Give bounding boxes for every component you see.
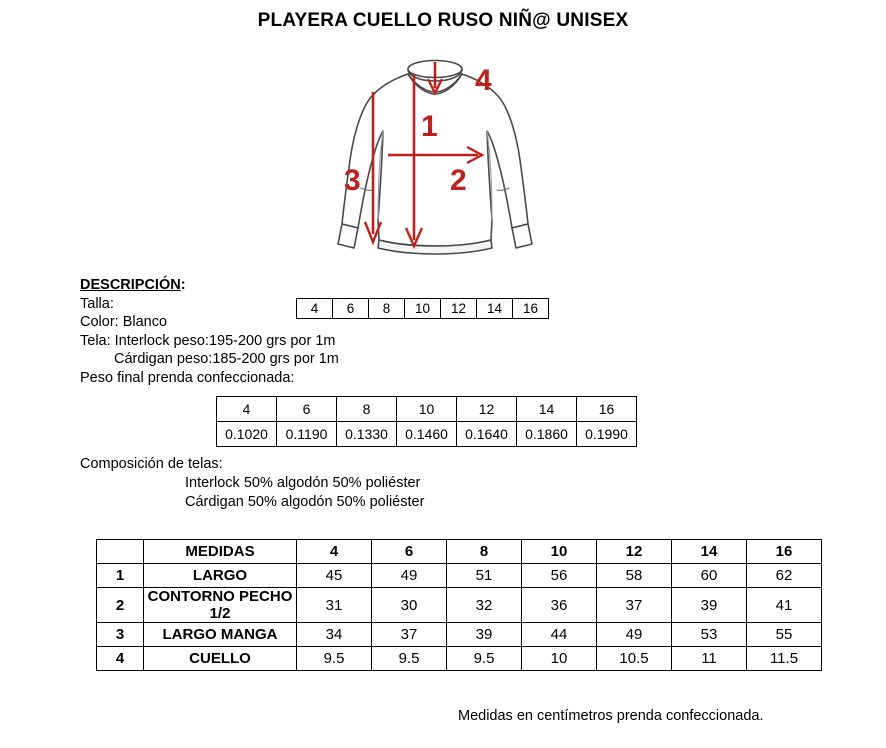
measure-value-cell: 41 xyxy=(747,588,822,623)
measure-value-cell: 10 xyxy=(522,647,597,671)
table-row xyxy=(217,397,637,422)
weights-size-cell: 10 xyxy=(397,397,457,422)
measure-value-cell: 44 xyxy=(522,623,597,647)
row-label-cell: CUELLO xyxy=(144,647,297,671)
table-row xyxy=(97,623,822,647)
weight-value-cell: 0.1190 xyxy=(277,422,337,447)
header-size-cell: 8 xyxy=(447,540,522,564)
size-cell: 14 xyxy=(477,299,513,319)
table-row xyxy=(97,647,822,671)
measure-value-cell: 34 xyxy=(297,623,372,647)
measure-value-cell: 11.5 xyxy=(747,647,822,671)
description-block xyxy=(80,276,339,387)
header-size-cell: 16 xyxy=(747,540,822,564)
size-cell: 16 xyxy=(513,299,549,319)
row-number-cell: 4 xyxy=(97,647,144,671)
weight-value-cell: 0.1860 xyxy=(517,422,577,447)
weight-value-cell: 0.1640 xyxy=(457,422,517,447)
header-size-cell: 10 xyxy=(522,540,597,564)
header-size-cell: 12 xyxy=(597,540,672,564)
weights-size-cell: 14 xyxy=(517,397,577,422)
weights-size-cell: 16 xyxy=(577,397,637,422)
measure-value-cell: 9.5 xyxy=(447,647,522,671)
weights-table xyxy=(216,396,637,447)
description-line-tela: Tela: Interlock peso:195-200 grs por 1m xyxy=(80,332,336,349)
table-row xyxy=(97,588,822,623)
measure-value-cell: 45 xyxy=(297,564,372,588)
header-corner-cell xyxy=(97,540,144,564)
weight-value-cell: 0.1330 xyxy=(337,422,397,447)
weight-value-cell: 0.1990 xyxy=(577,422,637,447)
weights-size-cell: 12 xyxy=(457,397,517,422)
measure-value-cell: 49 xyxy=(372,564,447,588)
page-title: PLAYERA CUELLO RUSO NIÑ@ UNISEX xyxy=(257,10,629,31)
description-line-color: Color: Blanco xyxy=(80,314,168,330)
measure-value-cell: 30 xyxy=(372,588,447,623)
row-number-cell: 1 xyxy=(97,564,144,588)
measure-value-cell: 58 xyxy=(597,564,672,588)
row-label-cell: LARGO MANGA xyxy=(144,623,297,647)
size-cell: 12 xyxy=(441,299,477,319)
composition-line-cardigan: Cárdigan 50% algodón 50% poliéster xyxy=(185,494,425,510)
table-row xyxy=(97,564,822,588)
row-number-cell: 3 xyxy=(97,623,144,647)
measure-value-cell: 39 xyxy=(447,623,522,647)
header-size-cell: 4 xyxy=(297,540,372,564)
size-cell: 6 xyxy=(333,299,369,319)
header-size-cell: 6 xyxy=(372,540,447,564)
measure-value-cell: 56 xyxy=(522,564,597,588)
weight-value-cell: 0.1020 xyxy=(217,422,277,447)
garment-illustration xyxy=(330,52,540,267)
description-line-talla: Talla: xyxy=(80,295,114,312)
row-label-cell: LARGO xyxy=(144,564,297,588)
weights-size-cell: 6 xyxy=(277,397,337,422)
measure-value-cell: 53 xyxy=(672,623,747,647)
callout-label-2: 2 xyxy=(450,164,467,197)
callout-label-1: 1 xyxy=(421,110,438,143)
measure-value-cell: 11 xyxy=(672,647,747,671)
table-header-row xyxy=(97,540,822,564)
measure-value-cell: 60 xyxy=(672,564,747,588)
measurements-table xyxy=(96,539,822,671)
description-heading-colon: : xyxy=(180,277,186,293)
measure-value-cell: 36 xyxy=(522,588,597,623)
row-label-cell: CONTORNO PECHO 1/2 xyxy=(144,588,297,623)
header-size-cell: 14 xyxy=(672,540,747,564)
composition-line-interlock: Interlock 50% algodón 50% poliéster xyxy=(185,475,421,491)
description-heading xyxy=(80,276,339,295)
measure-value-cell: 32 xyxy=(447,588,522,623)
description-line-cardigan: Cárdigan peso:185-200 grs por 1m xyxy=(114,351,339,367)
callout-label-3: 3 xyxy=(344,164,361,197)
description-heading-text: DESCRIPCIÓN xyxy=(80,277,181,293)
measure-value-cell: 37 xyxy=(597,588,672,623)
measure-value-cell: 10.5 xyxy=(597,647,672,671)
measure-value-cell: 51 xyxy=(447,564,522,588)
weights-size-cell: 4 xyxy=(217,397,277,422)
header-medidas-cell: MEDIDAS xyxy=(144,540,297,564)
size-cell: 10 xyxy=(405,299,441,319)
callout-label-4: 4 xyxy=(475,64,492,97)
sizes-strip-table-wrapper xyxy=(296,298,549,319)
row-number-cell: 2 xyxy=(97,588,144,623)
measure-value-cell: 37 xyxy=(372,623,447,647)
weight-value-cell: 0.1460 xyxy=(397,422,457,447)
measure-value-cell: 62 xyxy=(747,564,822,588)
weights-size-cell: 8 xyxy=(337,397,397,422)
composition-label: Composición de telas: xyxy=(80,456,223,472)
measure-value-cell: 9.5 xyxy=(297,647,372,671)
footer-note: Medidas en centímetros prenda confeccionada. xyxy=(458,708,764,724)
measurements-table-wrapper xyxy=(96,539,822,671)
size-cell: 4 xyxy=(297,299,333,319)
sizes-strip-table xyxy=(296,298,549,319)
size-cell: 8 xyxy=(369,299,405,319)
weights-table-wrapper xyxy=(216,396,637,447)
table-row xyxy=(217,422,637,447)
measure-value-cell: 49 xyxy=(597,623,672,647)
measure-value-cell: 31 xyxy=(297,588,372,623)
measure-value-cell: 55 xyxy=(747,623,822,647)
table-row xyxy=(297,299,549,319)
measure-value-cell: 39 xyxy=(672,588,747,623)
description-line-peso-final: Peso final prenda confeccionada: xyxy=(80,369,295,386)
composition-block xyxy=(80,455,424,512)
measure-value-cell: 9.5 xyxy=(372,647,447,671)
